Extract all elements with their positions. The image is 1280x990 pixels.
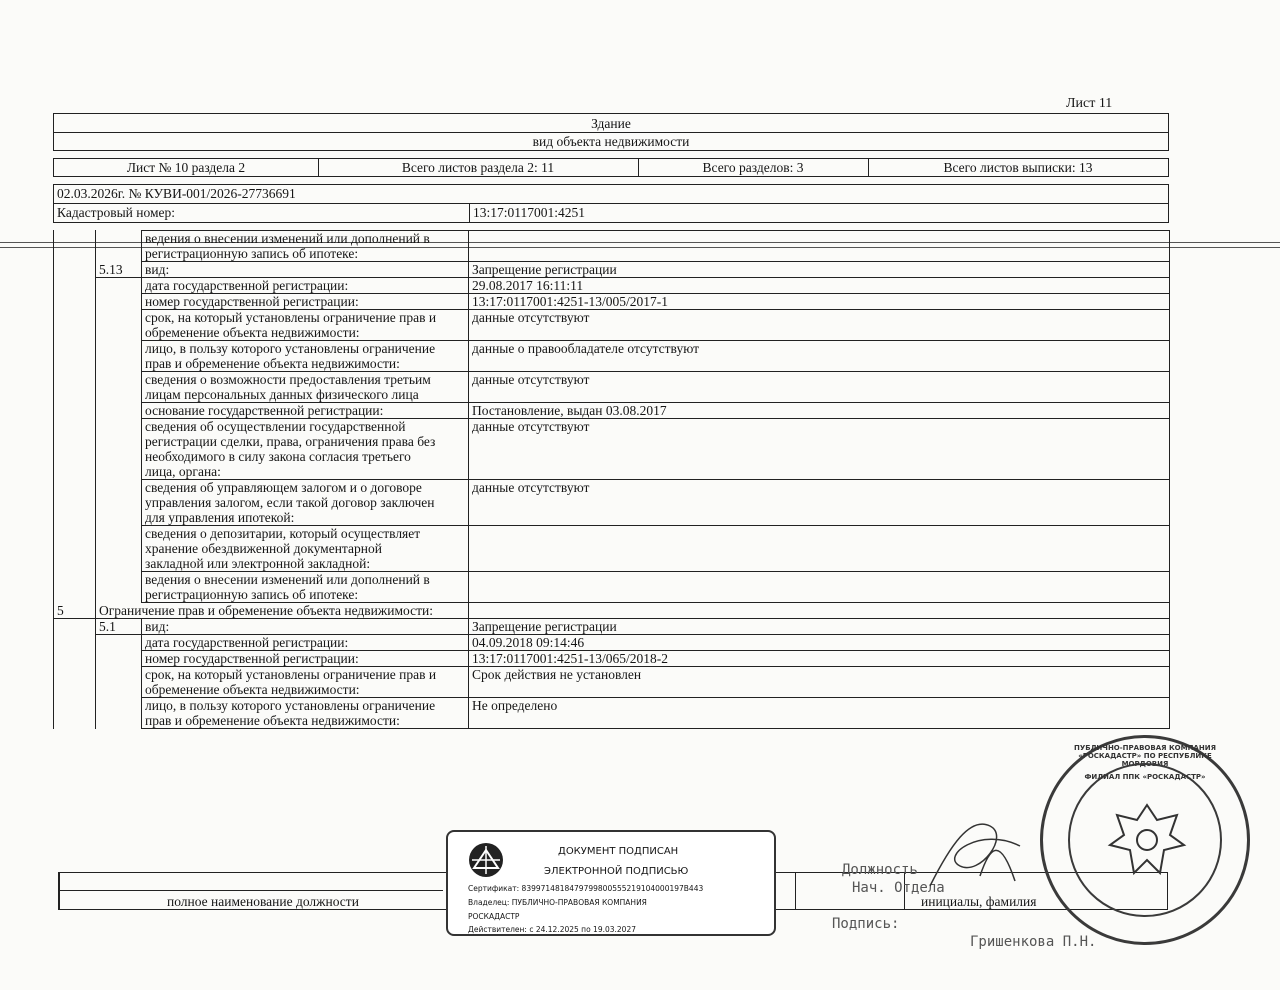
field-label-line: закладной или электронной закладной: — [145, 556, 371, 571]
field-label-line: необходимого в силу закона согласия третьего — [145, 449, 411, 464]
field-label — [142, 231, 469, 262]
subsection-number-cell — [96, 480, 142, 526]
field-value — [469, 294, 1170, 310]
field-label-line: сведения о депозитарии, который осуществляет — [145, 526, 421, 541]
field-value — [469, 526, 1170, 572]
table-row — [54, 619, 1170, 635]
subsection-number-cell — [96, 278, 142, 294]
initials-label: инициалы, фамилия — [921, 894, 1037, 909]
field-value-line: Не определено — [472, 698, 558, 713]
table-row — [54, 419, 1170, 480]
sheet-label: Лист 11 — [1066, 96, 1113, 111]
cadastral-label: Кадастровый номер: — [57, 205, 176, 220]
subsection-number-cell — [96, 667, 142, 698]
field-label-line: прав и обременение объекта недвижимости: — [145, 713, 400, 728]
document-reference-block — [53, 184, 1169, 223]
seal-inner-text: ФИЛИАЛ ППК «РОСКАДАСТР» — [1084, 773, 1206, 781]
field-label-line: вид: — [145, 262, 170, 277]
field-label-line: лицо, в пользу которого установлены ограничение — [145, 341, 436, 356]
field-label-line: сведения о возможности предоставления третьим — [145, 372, 431, 387]
table-row — [54, 635, 1170, 651]
object-name: Здание — [591, 116, 631, 131]
subsection-number-cell — [96, 294, 142, 310]
table-row — [54, 231, 1170, 262]
emblem-icon — [466, 840, 506, 880]
section-number-cell — [54, 341, 96, 372]
field-value-line: 29.08.2017 16:11:11 — [472, 278, 584, 293]
field-label-line: для управления ипотекой: — [145, 510, 295, 525]
subsection-number-cell — [96, 635, 142, 651]
official-seal — [1040, 735, 1250, 945]
field-label — [142, 310, 469, 341]
field-value — [469, 667, 1170, 698]
field-label-line: дата государственной регистрации: — [145, 278, 349, 293]
electronic-signature-stamp — [446, 830, 776, 936]
subsection-number-cell — [96, 698, 142, 729]
seal-inner-ring — [1068, 763, 1222, 917]
table-row — [54, 310, 1170, 341]
esign-certificate: Сертификат: 8399714818479799800555219104000197B443 — [468, 884, 704, 893]
section-number-cell: 5 — [54, 603, 96, 619]
field-label-line: срок, на который установлены ограничение прав и — [145, 310, 437, 325]
signature-scribble — [920, 806, 1030, 896]
section-number-cell — [54, 526, 96, 572]
handwritten-signature-label: Подпись: — [832, 916, 900, 932]
field-label-line: сведения об управляющем залогом и о договоре — [145, 480, 422, 495]
field-value — [469, 419, 1170, 480]
field-label — [142, 294, 469, 310]
subsection-number-cell — [96, 526, 142, 572]
section-number-cell — [54, 667, 96, 698]
field-value — [469, 698, 1170, 729]
section-number-cell — [54, 419, 96, 480]
field-value — [469, 603, 1170, 619]
field-label — [142, 667, 469, 698]
field-value — [469, 635, 1170, 651]
field-label — [142, 419, 469, 480]
field-value-line: 04.09.2018 09:14:46 — [472, 635, 585, 650]
field-value — [469, 278, 1170, 294]
section-number-cell — [54, 651, 96, 667]
table-row — [54, 262, 1170, 278]
field-value-line: Запрещение регистрации — [472, 619, 617, 634]
subsection-number-cell — [96, 419, 142, 480]
esign-owner-1: Владелец: ПУБЛИЧНО-ПРАВОВАЯ КОМПАНИЯ — [468, 898, 647, 907]
table-row — [54, 667, 1170, 698]
field-label — [142, 262, 469, 278]
table-row — [54, 403, 1170, 419]
esign-owner-2: РОСКАДАСТР — [468, 912, 520, 921]
subsection-number-cell: 5.13 — [96, 262, 142, 278]
field-value — [469, 619, 1170, 635]
field-value-line: данные отсутствуют — [472, 480, 590, 495]
field-value-line: 13:17:0117001:4251-13/005/2017-1 — [472, 294, 668, 309]
subsection-number-cell — [96, 310, 142, 341]
field-label-line: ведения о внесении изменений или дополнений в — [145, 231, 430, 246]
field-label-line: регистрационную запись об ипотеке: — [145, 587, 359, 602]
field-value — [469, 310, 1170, 341]
encumbrance-table — [53, 230, 1170, 729]
subsection-number-cell: 5.1 — [96, 619, 142, 635]
field-label-line: основание государственной регистрации: — [145, 403, 384, 418]
field-value — [469, 341, 1170, 372]
field-label — [142, 635, 469, 651]
field-label — [142, 403, 469, 419]
field-label — [142, 480, 469, 526]
seal-outer-text: ПУБЛИЧНО-ПРАВОВАЯ КОМПАНИЯ «РОСКАДАСТР» ПО РЕСПУБЛИКЕ МОРДОВИЯ — [1074, 744, 1216, 768]
field-label-line: номер государственной регистрации: — [145, 294, 359, 309]
object-kind-label: вид объекта недвижимости — [532, 134, 690, 149]
field-label — [142, 372, 469, 403]
field-label — [142, 278, 469, 294]
sheet-info-row — [53, 158, 1169, 177]
extract-sheets-total: Всего листов выписки: 13 — [943, 160, 1093, 175]
field-label — [142, 341, 469, 372]
section-number-cell — [54, 619, 96, 635]
esign-line1: ДОКУМЕНТ ПОДПИСАН — [558, 846, 679, 857]
field-label-line: прав и обременение объекта недвижимости: — [145, 356, 400, 371]
field-label-line: сведения об осуществлении государственной — [145, 419, 406, 434]
field-value-line: Постановление, выдан 03.08.2017 — [472, 403, 667, 418]
esign-validity: Действителен: с 24.12.2025 по 19.03.2027 — [468, 925, 636, 934]
subsection-number-cell — [96, 231, 142, 262]
field-label — [142, 619, 469, 635]
field-value — [469, 231, 1170, 262]
field-value — [469, 572, 1170, 603]
field-label-line: обременение объекта недвижимости: — [145, 325, 360, 340]
sheet-number: Лист № 10 раздела 2 — [126, 160, 246, 175]
field-value-line: данные о правообладателе отсутствуют — [472, 341, 700, 356]
section-sheets-total: Всего листов раздела 2: 11 — [401, 160, 555, 175]
field-label-line: регистрационную запись об ипотеке: — [145, 246, 359, 261]
section-number-cell — [54, 231, 96, 262]
esign-line2: ЭЛЕКТРОННОЙ ПОДПИСЬЮ — [544, 866, 689, 877]
field-label-line: срок, на который установлены ограничение прав и — [145, 667, 437, 682]
table-row — [54, 294, 1170, 310]
subsection-number-cell — [96, 572, 142, 603]
handwritten-name: Гришенкова П.Н. — [970, 934, 1097, 950]
section-number-cell — [54, 372, 96, 403]
field-label — [142, 572, 469, 603]
field-value-line: данные отсутствуют — [472, 419, 590, 434]
section-number-cell — [54, 310, 96, 341]
subsection-number-cell — [96, 341, 142, 372]
object-header — [53, 113, 1169, 151]
table-row — [54, 372, 1170, 403]
field-value-line: Срок действия не установлен — [472, 667, 642, 682]
position-label: полное наименование должности — [167, 894, 359, 909]
table-row — [54, 698, 1170, 729]
section-number-cell — [54, 572, 96, 603]
field-value-line: 13:17:0117001:4251-13/065/2018-2 — [472, 651, 668, 666]
section-title: Ограничение прав и обременение объекта недвижимости: — [96, 603, 469, 619]
document-reference: 02.03.2026г. № КУВИ-001/2026-27736691 — [57, 186, 296, 201]
subsection-number-cell — [96, 403, 142, 419]
field-label-line: номер государственной регистрации: — [145, 651, 359, 666]
field-label-line: лицо, в пользу которого установлены ограничение — [145, 698, 436, 713]
sections-total: Всего разделов: 3 — [702, 160, 804, 175]
field-label-line: управления залогом, если такой договор заключен — [145, 495, 435, 510]
field-label-line: вид: — [145, 619, 170, 634]
section-number-cell — [54, 294, 96, 310]
table-row — [54, 480, 1170, 526]
section-number-cell — [54, 278, 96, 294]
section-number-cell — [54, 403, 96, 419]
field-label-line: дата государственной регистрации: — [145, 635, 349, 650]
field-value-line: данные отсутствуют — [472, 372, 590, 387]
section-number-cell — [54, 698, 96, 729]
section-number-cell — [54, 635, 96, 651]
field-value — [469, 403, 1170, 419]
cadastral-number: 13:17:0117001:4251 — [473, 205, 586, 220]
field-value — [469, 480, 1170, 526]
field-value — [469, 262, 1170, 278]
eagle-emblem-icon — [1102, 795, 1192, 885]
field-label-line: лица, органа: — [145, 464, 221, 479]
table-row — [54, 526, 1170, 572]
handwritten-position: Должность — [842, 862, 918, 878]
table-row — [54, 651, 1170, 667]
field-label-line: лицам персональных данных физического лица — [145, 387, 419, 402]
field-value — [469, 372, 1170, 403]
field-label — [142, 651, 469, 667]
field-value — [469, 651, 1170, 667]
field-label-line: регистрации сделки, права, ограничения права без — [145, 434, 436, 449]
subsection-number-cell — [96, 372, 142, 403]
subsection-number-cell — [96, 651, 142, 667]
table-row — [54, 341, 1170, 372]
table-row — [54, 278, 1170, 294]
handwritten-head: Нач. Отдела — [852, 880, 945, 896]
table-row — [54, 603, 1170, 619]
field-value-line: данные отсутствуют — [472, 310, 590, 325]
field-label-line: обременение объекта недвижимости: — [145, 682, 360, 697]
section-number-cell — [54, 262, 96, 278]
section-number-cell — [54, 480, 96, 526]
field-label-line: хранение обездвиженной документарной — [145, 541, 382, 556]
table-row — [54, 572, 1170, 603]
field-value-line: Запрещение регистрации — [472, 262, 617, 277]
field-label — [142, 698, 469, 729]
field-label-line: ведения о внесении изменений или дополнений в — [145, 572, 430, 587]
field-label — [142, 526, 469, 572]
